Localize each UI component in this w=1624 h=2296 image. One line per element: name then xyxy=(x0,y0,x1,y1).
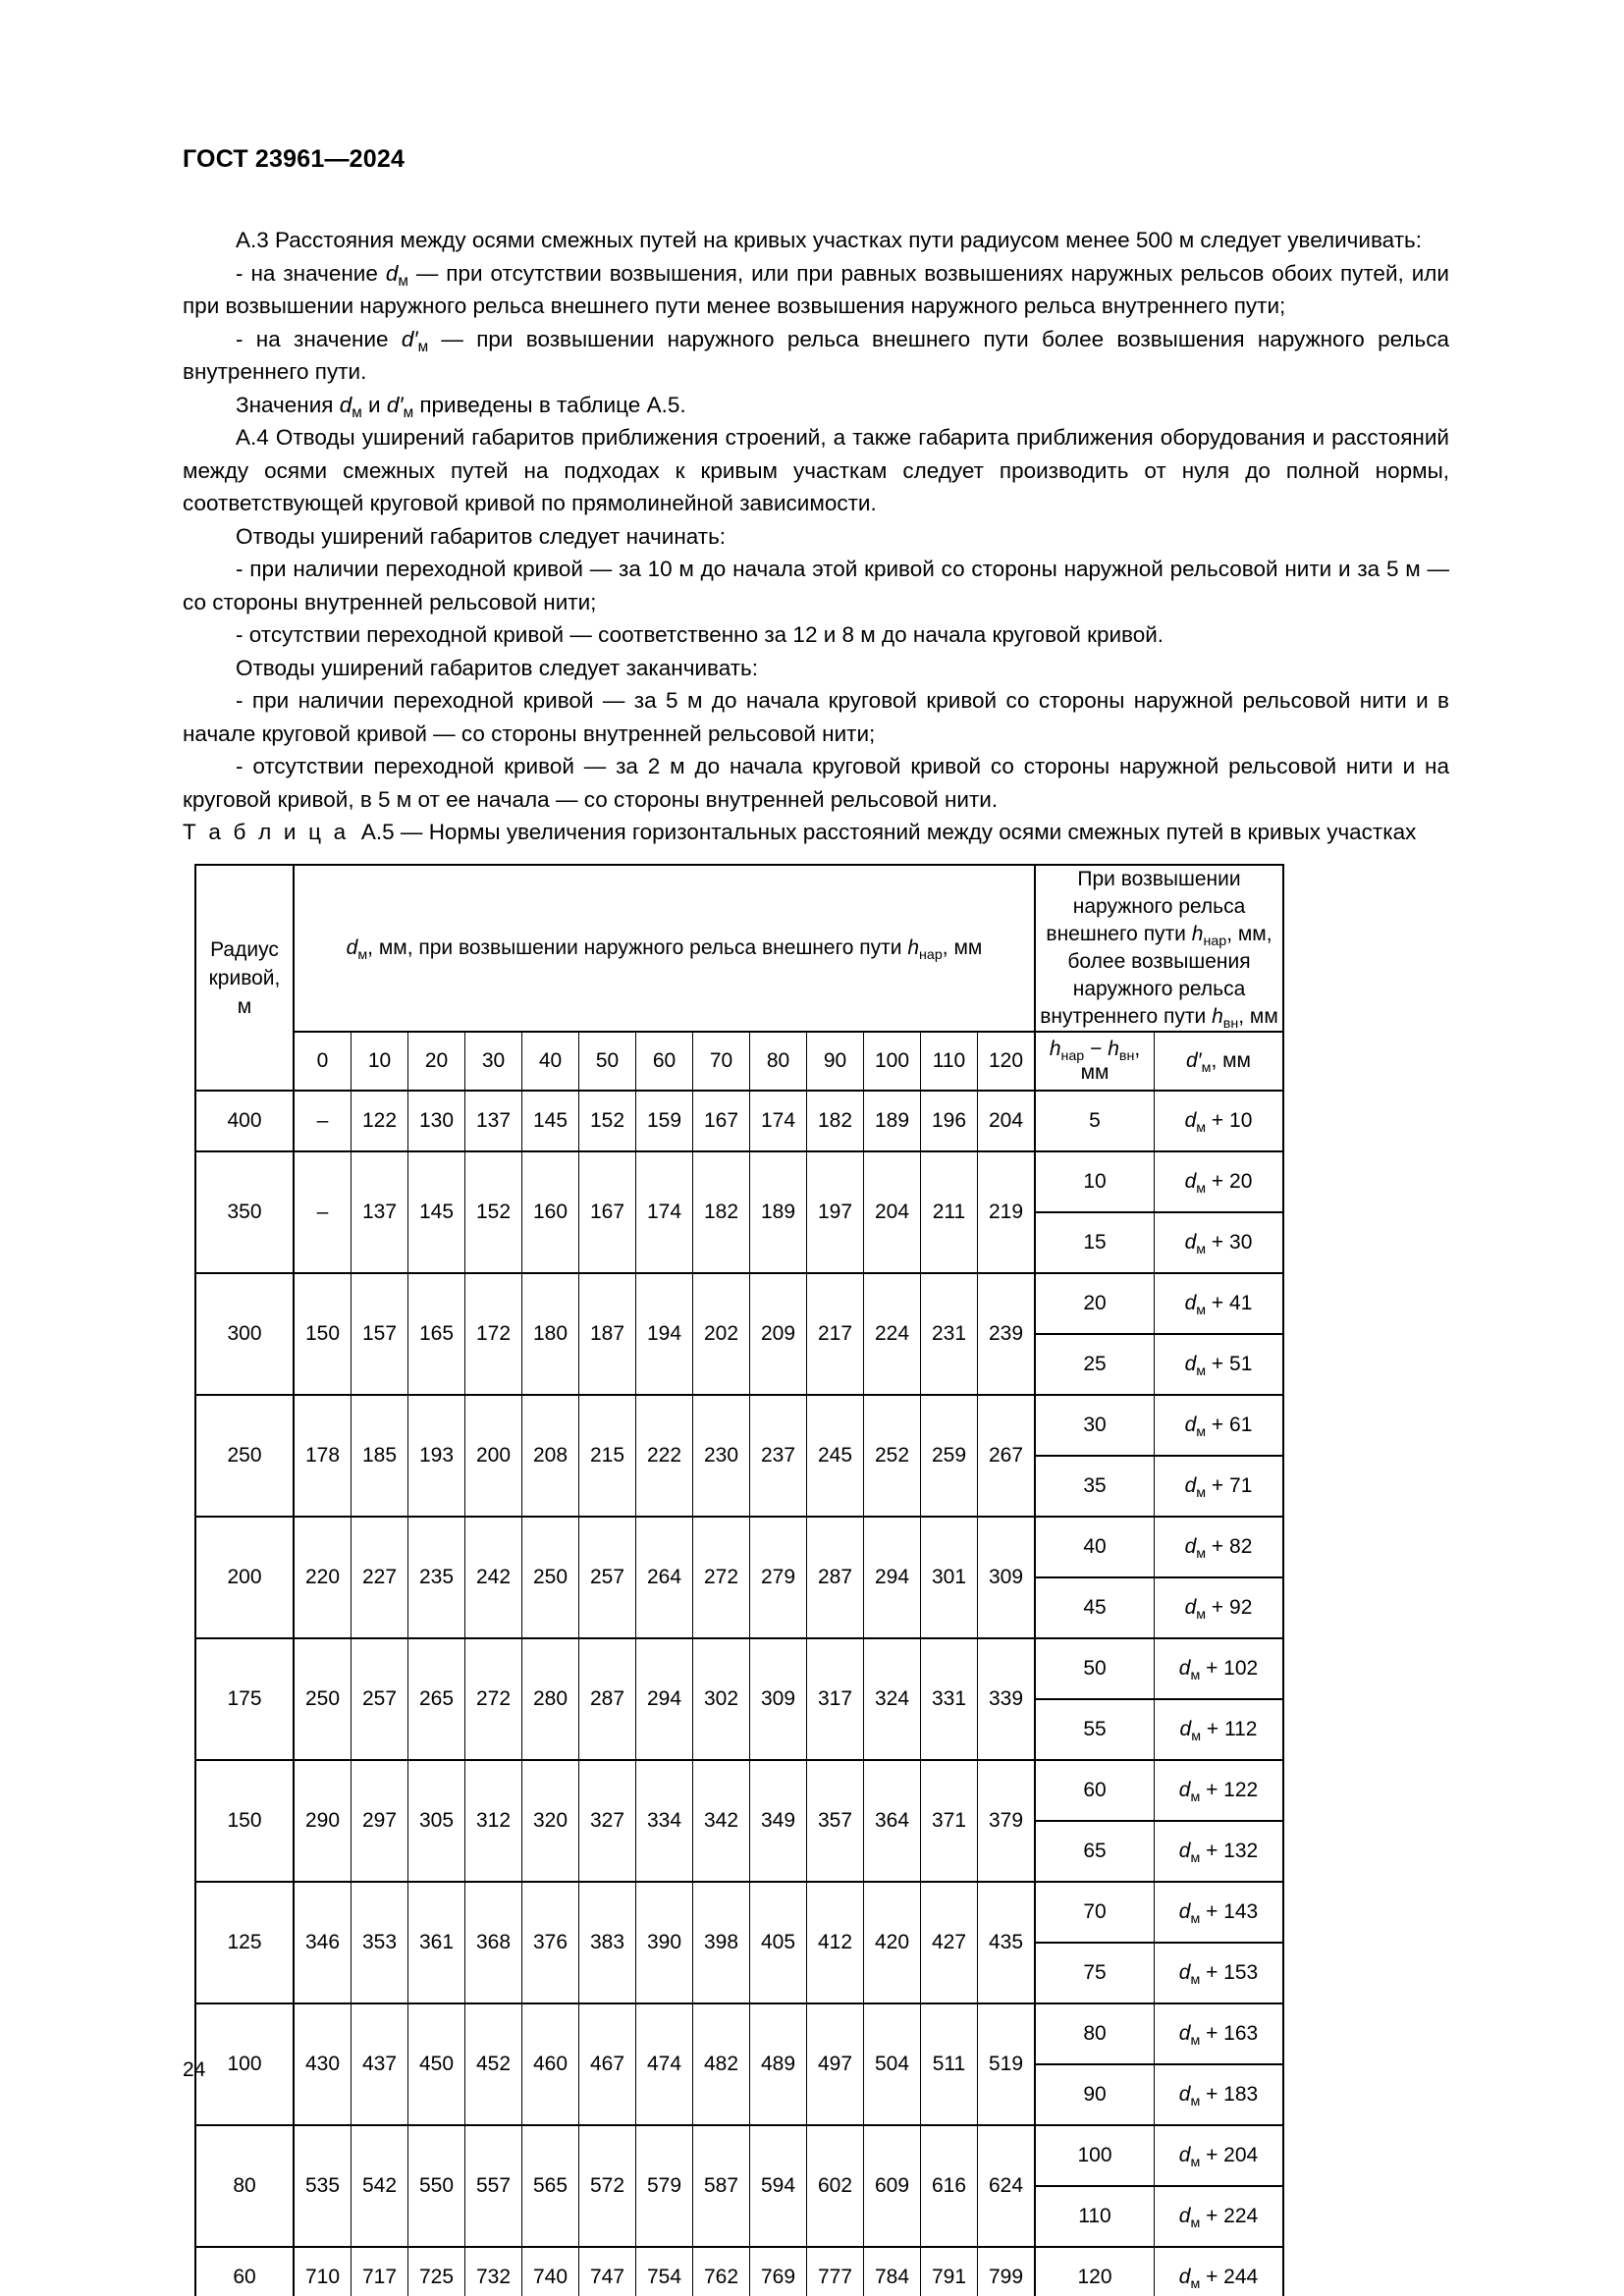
cell-dm-value: 189 xyxy=(750,1151,807,1273)
cell-dm-value: 182 xyxy=(807,1091,864,1151)
symbol-hvn-right: $h_{вн}$ xyxy=(1212,1005,1239,1032)
cell-dm-value: 265 xyxy=(408,1638,465,1760)
cell-dm-value: 137 xyxy=(352,1151,408,1273)
cell-radius: 350 xyxy=(195,1151,294,1273)
symbol-dm: $d_м$ xyxy=(385,260,408,290)
cell-dm-prime: $d_м + 143$ xyxy=(1155,1882,1284,1943)
page-number: 24 xyxy=(183,2058,206,2081)
cell-dm-value: 349 xyxy=(750,1760,807,1882)
cell-dm-value: 747 xyxy=(579,2247,636,2296)
symbol-dm-cell: $d_м$ xyxy=(1178,2083,1201,2109)
cell-h-difference: 45 xyxy=(1035,1577,1155,1638)
table-head-row-columns xyxy=(195,1032,1283,1091)
cell-h-difference: 25 xyxy=(1035,1334,1155,1395)
symbol-dm-cell: $d_м$ xyxy=(1184,1170,1207,1197)
cell-dm-value: 160 xyxy=(522,1151,579,1273)
table-caption xyxy=(183,818,1479,847)
cell-dm-value: 189 xyxy=(864,1091,921,1151)
cell-dm-value: 211 xyxy=(921,1151,978,1273)
cell-dm-value: 565 xyxy=(522,2125,579,2247)
table-head-row-group xyxy=(195,865,1283,1032)
bullet-dmprime-pre: - на значение xyxy=(236,326,402,351)
cell-dm-value: 230 xyxy=(693,1395,750,1517)
cell-h-difference: 110 xyxy=(1035,2186,1155,2247)
cell-dm-value: 259 xyxy=(921,1395,978,1517)
paragraph-values-reference xyxy=(183,389,1449,422)
cell-dm-value: 398 xyxy=(693,1882,750,2003)
header-h-col-40: 40 xyxy=(522,1032,579,1091)
cell-dm-value: 219 xyxy=(978,1151,1036,1273)
header-h-col-80: 80 xyxy=(750,1032,807,1091)
cell-dm-value: – xyxy=(294,1091,352,1151)
cell-dm-value: 185 xyxy=(352,1395,408,1517)
symbol-hnar-right: $h_{нар}$ xyxy=(1191,923,1227,949)
cell-dm-value: 302 xyxy=(693,1638,750,1760)
cell-dm-value: 504 xyxy=(864,2003,921,2125)
symbol-hnar-header: $h_{нар}$ xyxy=(907,936,943,963)
table-row xyxy=(195,1517,1283,1577)
cell-dm-value: 616 xyxy=(921,2125,978,2247)
cell-dm-prime: $d_м + 10$ xyxy=(1155,1091,1284,1151)
cell-dm-value: 145 xyxy=(522,1091,579,1151)
cell-dm-value: – xyxy=(294,1151,352,1273)
cell-h-difference: 120 xyxy=(1035,2247,1155,2296)
header-h-col-70: 70 xyxy=(693,1032,750,1091)
cell-dm-value: 231 xyxy=(921,1273,978,1395)
cell-dm-value: 371 xyxy=(921,1760,978,1882)
cell-dm-value: 174 xyxy=(636,1151,693,1273)
cell-dm-prime: $d_м + 41$ xyxy=(1155,1273,1284,1334)
cell-dm-value: 725 xyxy=(408,2247,465,2296)
table-body xyxy=(195,1091,1283,2296)
cell-dm-value: 309 xyxy=(978,1517,1036,1638)
cell-h-difference: 55 xyxy=(1035,1699,1155,1760)
cell-h-difference: 10 xyxy=(1035,1151,1155,1212)
cell-dm-value: 217 xyxy=(807,1273,864,1395)
symbol-dm-cell: $d_м$ xyxy=(1178,1840,1201,1866)
paragraph-end-bullet-1: - при наличии переходной кривой — за 5 м до начала круговой кривой со стороны наружной рельсовой нити и в начале круговой кривой — со стороны внутренней рельсовой нити; xyxy=(183,688,1449,746)
cell-dm-prime: $d_м + 71$ xyxy=(1155,1456,1284,1517)
body-text-block xyxy=(183,224,1449,816)
symbol-dm-prime: $d'_м$ xyxy=(401,326,429,355)
symbol-dm-cell: $d_м$ xyxy=(1178,2266,1201,2292)
cell-dm-prime: $d_м + 132$ xyxy=(1155,1821,1284,1882)
cell-dm-value: 364 xyxy=(864,1760,921,1882)
cell-radius: 250 xyxy=(195,1395,294,1517)
symbol-dm-cell: $d_м$ xyxy=(1184,1353,1207,1379)
cell-dm-prime: $d_м + 224$ xyxy=(1155,2186,1284,2247)
symbol-dm-ref: $d_м$ xyxy=(339,392,362,421)
symbol-dm-cell: $d_м$ xyxy=(1184,1535,1207,1562)
cell-h-difference: 20 xyxy=(1035,1273,1155,1334)
cell-dm-value: 174 xyxy=(750,1091,807,1151)
cell-dm-value: 242 xyxy=(465,1517,522,1638)
cell-radius: 200 xyxy=(195,1517,294,1638)
paragraph-begin-bullet-2: - отсутствии переходной кривой — соответственно за 12 и 8 м до начала круговой кривой. xyxy=(236,622,1164,647)
symbol-hvn-diff: $h_{вн}$ xyxy=(1108,1038,1135,1064)
cell-h-difference: 100 xyxy=(1035,2125,1155,2186)
cell-h-difference: 5 xyxy=(1035,1091,1155,1151)
cell-dm-value: 245 xyxy=(807,1395,864,1517)
cell-dm-value: 437 xyxy=(352,2003,408,2125)
cell-dm-value: 334 xyxy=(636,1760,693,1882)
symbol-dm-prime-header: $d'_м$ xyxy=(1186,1049,1212,1076)
cell-dm-value: 196 xyxy=(921,1091,978,1151)
table-row xyxy=(195,1091,1283,1151)
header-dm-prime: $d'_м$, мм xyxy=(1155,1032,1284,1091)
symbol-hnar-diff: $h_{нар}$ xyxy=(1049,1038,1085,1064)
cell-dm-value: 130 xyxy=(408,1091,465,1151)
header-h-col-30: 30 xyxy=(465,1032,522,1091)
cell-dm-value: 602 xyxy=(807,2125,864,2247)
header-dm-group: $d_м$, мм, при возвышении наружного рельса внешнего пути $h_{нар}$, мм xyxy=(294,865,1035,1032)
cell-radius: 100 xyxy=(195,2003,294,2125)
table-row xyxy=(195,1395,1283,1456)
cell-dm-value: 194 xyxy=(636,1273,693,1395)
cell-dm-value: 180 xyxy=(522,1273,579,1395)
symbol-dm-cell: $d_м$ xyxy=(1178,2144,1201,2170)
cell-dm-value: 204 xyxy=(864,1151,921,1273)
cell-radius: 400 xyxy=(195,1091,294,1151)
cell-dm-value: 152 xyxy=(465,1151,522,1273)
cell-dm-value: 435 xyxy=(978,1882,1036,2003)
paragraph-begin-heading: Отводы уширений габаритов следует начинать: xyxy=(236,523,727,549)
cell-dm-value: 227 xyxy=(352,1517,408,1638)
cell-dm-value: 497 xyxy=(807,2003,864,2125)
paragraph-end-heading: Отводы уширений габаритов следует заканчивать: xyxy=(236,655,758,680)
cell-dm-value: 320 xyxy=(522,1760,579,1882)
cell-dm-value: 450 xyxy=(408,2003,465,2125)
cell-h-difference: 90 xyxy=(1035,2064,1155,2125)
cell-dm-value: 167 xyxy=(579,1151,636,1273)
symbol-dm-header: $d_м$ xyxy=(346,936,368,963)
cell-h-difference: 60 xyxy=(1035,1760,1155,1821)
table-row xyxy=(195,1882,1283,1943)
cell-dm-value: 252 xyxy=(864,1395,921,1517)
cell-dm-value: 762 xyxy=(693,2247,750,2296)
cell-dm-value: 297 xyxy=(352,1760,408,1882)
cell-dm-value: 257 xyxy=(579,1517,636,1638)
cell-dm-value: 267 xyxy=(978,1395,1036,1517)
cell-dm-value: 550 xyxy=(408,2125,465,2247)
paragraph-a4: А.4 Отводы уширений габаритов приближения строений, а также габарита приближения оборудования и расстояний между осями смежных путей на подходах к кривым участкам следует производить от нуля до полной нормы, соответствующей круговой кривой по прямолинейной зависимости. xyxy=(183,425,1449,515)
cell-dm-value: 346 xyxy=(294,1882,352,2003)
cell-h-difference: 65 xyxy=(1035,1821,1155,1882)
cell-dm-prime: $d_м + 122$ xyxy=(1155,1760,1284,1821)
cell-dm-value: 542 xyxy=(352,2125,408,2247)
cell-dm-value: 511 xyxy=(921,2003,978,2125)
cell-dm-value: 587 xyxy=(693,2125,750,2247)
cell-dm-value: 624 xyxy=(978,2125,1036,2247)
cell-dm-value: 280 xyxy=(522,1638,579,1760)
table-caption-dash: — xyxy=(400,820,423,844)
cell-dm-value: 209 xyxy=(750,1273,807,1395)
cell-dm-value: 420 xyxy=(864,1882,921,2003)
cell-dm-prime: $d_м + 92$ xyxy=(1155,1577,1284,1638)
paragraph-begin-bullet-1: - при наличии переходной кривой — за 10 м до начала этой кривой со стороны наружной рельсовой нити и за 5 м — со стороны внутренней рельсовой нити; xyxy=(183,557,1449,614)
cell-dm-prime: $d_м + 244$ xyxy=(1155,2247,1284,2296)
cell-dm-value: 535 xyxy=(294,2125,352,2247)
symbol-dm-cell: $d_м$ xyxy=(1184,1414,1207,1440)
cell-dm-value: 339 xyxy=(978,1638,1036,1760)
cell-dm-value: 317 xyxy=(807,1638,864,1760)
symbol-dm-cell: $d_м$ xyxy=(1184,1292,1207,1318)
symbol-dm-prime-ref: $d'_м$ xyxy=(386,392,414,421)
cell-dm-value: 287 xyxy=(807,1517,864,1638)
cell-dm-value: 272 xyxy=(693,1517,750,1638)
cell-dm-value: 305 xyxy=(408,1760,465,1882)
table-caption-text: Нормы увеличения горизонтальных расстояний между осями смежных путей в кривых участках xyxy=(428,820,1417,844)
cell-dm-value: 264 xyxy=(636,1517,693,1638)
bullet-dm-post: — при отсутствии возвышения, или при равных возвышениях наружных рельсов обоих путей, или при возвышении наружного рельса внешнего пути менее возвышения наружного рельса внутреннего пути; xyxy=(183,260,1449,318)
cell-dm-value: 197 xyxy=(807,1151,864,1273)
cell-dm-value: 239 xyxy=(978,1273,1036,1395)
cell-dm-prime: $d_м + 61$ xyxy=(1155,1395,1284,1456)
table-row xyxy=(195,1638,1283,1699)
cell-dm-value: 309 xyxy=(750,1638,807,1760)
symbol-dm-cell: $d_м$ xyxy=(1178,2205,1201,2231)
cell-dm-value: 220 xyxy=(294,1517,352,1638)
cell-dm-value: 182 xyxy=(693,1151,750,1273)
cell-dm-value: 710 xyxy=(294,2247,352,2296)
cell-dm-prime: $d_м + 51$ xyxy=(1155,1334,1284,1395)
table-row xyxy=(195,2003,1283,2064)
header-right-group: При возвышении наружного рельса внешнего пути $h_{нар}$, мм, более возвышения наружного рельса внутреннего пути $h_{вн}$, мм xyxy=(1035,865,1283,1032)
cell-dm-value: 784 xyxy=(864,2247,921,2296)
table-row xyxy=(195,1273,1283,1334)
cell-dm-value: 482 xyxy=(693,2003,750,2125)
cell-dm-value: 732 xyxy=(465,2247,522,2296)
cell-dm-value: 460 xyxy=(522,2003,579,2125)
cell-dm-prime: $d_м + 82$ xyxy=(1155,1517,1284,1577)
cell-dm-value: 224 xyxy=(864,1273,921,1395)
table-row xyxy=(195,2125,1283,2186)
cell-h-difference: 50 xyxy=(1035,1638,1155,1699)
values-line-pre: Значения xyxy=(236,392,340,417)
header-h-col-100: 100 xyxy=(864,1032,921,1091)
cell-dm-value: 167 xyxy=(693,1091,750,1151)
cell-dm-value: 178 xyxy=(294,1395,352,1517)
cell-dm-value: 215 xyxy=(579,1395,636,1517)
cell-dm-prime: $d_м + 183$ xyxy=(1155,2064,1284,2125)
cell-dm-value: 376 xyxy=(522,1882,579,2003)
cell-dm-value: 430 xyxy=(294,2003,352,2125)
cell-dm-value: 777 xyxy=(807,2247,864,2296)
cell-dm-value: 327 xyxy=(579,1760,636,1882)
cell-dm-value: 137 xyxy=(465,1091,522,1151)
cell-dm-value: 769 xyxy=(750,2247,807,2296)
table-row xyxy=(195,2247,1283,2296)
cell-h-difference: 70 xyxy=(1035,1882,1155,1943)
cell-dm-value: 145 xyxy=(408,1151,465,1273)
cell-dm-prime: $d_м + 204$ xyxy=(1155,2125,1284,2186)
header-h-col-60: 60 xyxy=(636,1032,693,1091)
symbol-dm-cell: $d_м$ xyxy=(1184,1596,1207,1623)
cell-dm-value: 754 xyxy=(636,2247,693,2296)
symbol-dm-cell: $d_м$ xyxy=(1178,2022,1201,2049)
cell-radius: 175 xyxy=(195,1638,294,1760)
table-head xyxy=(195,865,1283,1091)
cell-dm-value: 279 xyxy=(750,1517,807,1638)
paragraph-a3: А.3 Расстояния между осями смежных путей на кривых участках пути радиусом менее 500 м следует увеличивать: xyxy=(236,228,1422,252)
cell-dm-value: 290 xyxy=(294,1760,352,1882)
cell-dm-value: 187 xyxy=(579,1273,636,1395)
header-radius-l3: м xyxy=(237,994,252,1018)
table-row xyxy=(195,1760,1283,1821)
header-radius-l2: кривой, xyxy=(208,966,281,989)
cell-dm-value: 122 xyxy=(352,1091,408,1151)
cell-dm-value: 405 xyxy=(750,1882,807,2003)
cell-dm-value: 368 xyxy=(465,1882,522,2003)
cell-radius: 80 xyxy=(195,2125,294,2247)
cell-dm-value: 489 xyxy=(750,2003,807,2125)
cell-dm-value: 257 xyxy=(352,1638,408,1760)
cell-dm-value: 572 xyxy=(579,2125,636,2247)
cell-dm-prime: $d_м + 20$ xyxy=(1155,1151,1284,1212)
cell-dm-value: 165 xyxy=(408,1273,465,1395)
cell-dm-prime: $d_м + 112$ xyxy=(1155,1699,1284,1760)
header-h-difference: $h_{нар} - h_{вн}$, мм xyxy=(1035,1032,1155,1091)
header-h-col-20: 20 xyxy=(408,1032,465,1091)
cell-dm-value: 390 xyxy=(636,1882,693,2003)
cell-dm-value: 361 xyxy=(408,1882,465,2003)
header-h-col-50: 50 xyxy=(579,1032,636,1091)
cell-dm-prime: $d_м + 30$ xyxy=(1155,1212,1284,1273)
cell-dm-value: 312 xyxy=(465,1760,522,1882)
cell-dm-value: 579 xyxy=(636,2125,693,2247)
cell-dm-value: 324 xyxy=(864,1638,921,1760)
values-line-post: приведены в таблице А.5. xyxy=(413,392,686,417)
bullet-dmprime-post: — при возвышении наружного рельса внешнего пути более возвышения наружного рельса внутреннего пути. xyxy=(183,326,1449,384)
table-a5-wrapper xyxy=(194,864,1284,2296)
bullet-dm-pre: - на значение xyxy=(236,260,386,286)
symbol-dm-cell: $d_м$ xyxy=(1178,1900,1201,1927)
cell-dm-value: 353 xyxy=(352,1882,408,2003)
cell-dm-value: 172 xyxy=(465,1273,522,1395)
table-a5 xyxy=(194,864,1284,2296)
symbol-dm-cell: $d_м$ xyxy=(1184,1109,1207,1136)
header-h-col-110: 110 xyxy=(921,1032,978,1091)
cell-dm-value: 379 xyxy=(978,1760,1036,1882)
header-h-col-10: 10 xyxy=(352,1032,408,1091)
cell-dm-value: 474 xyxy=(636,2003,693,2125)
cell-dm-value: 342 xyxy=(693,1760,750,1882)
cell-dm-value: 250 xyxy=(294,1638,352,1760)
cell-dm-value: 294 xyxy=(864,1517,921,1638)
header-h-col-0: 0 xyxy=(294,1032,352,1091)
symbol-dm-cell: $d_м$ xyxy=(1178,1961,1201,1988)
cell-dm-value: 235 xyxy=(408,1517,465,1638)
cell-dm-value: 152 xyxy=(579,1091,636,1151)
cell-dm-value: 204 xyxy=(978,1091,1036,1151)
cell-dm-value: 200 xyxy=(465,1395,522,1517)
cell-dm-prime: $d_м + 102$ xyxy=(1155,1638,1284,1699)
cell-h-difference: 15 xyxy=(1035,1212,1155,1273)
cell-dm-value: 791 xyxy=(921,2247,978,2296)
cell-dm-value: 222 xyxy=(636,1395,693,1517)
cell-h-difference: 40 xyxy=(1035,1517,1155,1577)
cell-dm-value: 287 xyxy=(579,1638,636,1760)
header-h-col-90: 90 xyxy=(807,1032,864,1091)
header-radius-l1: Радиус xyxy=(210,937,279,961)
cell-radius: 125 xyxy=(195,1882,294,2003)
cell-dm-value: 272 xyxy=(465,1638,522,1760)
cell-radius: 300 xyxy=(195,1273,294,1395)
paragraph-bullet-dm-prime xyxy=(183,323,1449,389)
cell-h-difference: 30 xyxy=(1035,1395,1155,1456)
symbol-dm-cell: $d_м$ xyxy=(1178,1779,1201,1805)
cell-dm-value: 208 xyxy=(522,1395,579,1517)
cell-dm-value: 250 xyxy=(522,1517,579,1638)
cell-dm-value: 157 xyxy=(352,1273,408,1395)
cell-dm-value: 452 xyxy=(465,2003,522,2125)
cell-h-difference: 80 xyxy=(1035,2003,1155,2064)
cell-dm-value: 467 xyxy=(579,2003,636,2125)
cell-radius: 150 xyxy=(195,1760,294,1882)
cell-dm-value: 383 xyxy=(579,1882,636,2003)
values-line-mid: и xyxy=(361,392,387,417)
header-h-col-120: 120 xyxy=(978,1032,1036,1091)
cell-dm-value: 237 xyxy=(750,1395,807,1517)
cell-dm-value: 557 xyxy=(465,2125,522,2247)
table-caption-label: Т а б л и ц а xyxy=(183,820,350,844)
cell-h-difference: 35 xyxy=(1035,1456,1155,1517)
cell-dm-value: 519 xyxy=(978,2003,1036,2125)
cell-dm-value: 717 xyxy=(352,2247,408,2296)
paragraph-end-bullet-2: - отсутствии переходной кривой — за 2 м до начала круговой кривой со стороны наружной рельсовой нити и на круговой кривой, в 5 м от ее начала — со стороны внутренней рельсовой нити. xyxy=(183,754,1449,812)
symbol-dm-cell: $d_м$ xyxy=(1184,1231,1207,1257)
paragraph-bullet-dm xyxy=(183,257,1449,323)
symbol-dm-cell: $d_м$ xyxy=(1184,1474,1207,1501)
cell-dm-value: 150 xyxy=(294,1273,352,1395)
cell-dm-value: 301 xyxy=(921,1517,978,1638)
cell-dm-prime: $d_м + 163$ xyxy=(1155,2003,1284,2064)
cell-h-difference: 75 xyxy=(1035,1943,1155,2003)
cell-dm-value: 427 xyxy=(921,1882,978,2003)
cell-dm-value: 609 xyxy=(864,2125,921,2247)
symbol-dm-cell: $d_м$ xyxy=(1178,1657,1201,1683)
document-standard-header: ГОСТ 23961—2024 xyxy=(183,145,406,173)
cell-dm-value: 159 xyxy=(636,1091,693,1151)
table-caption-number: А.5 xyxy=(360,820,395,844)
header-radius xyxy=(195,865,294,1091)
cell-dm-value: 357 xyxy=(807,1760,864,1882)
cell-dm-value: 202 xyxy=(693,1273,750,1395)
cell-dm-prime: $d_м + 153$ xyxy=(1155,1943,1284,2003)
cell-dm-value: 193 xyxy=(408,1395,465,1517)
cell-radius: 60 xyxy=(195,2247,294,2296)
cell-dm-value: 799 xyxy=(978,2247,1036,2296)
cell-dm-value: 294 xyxy=(636,1638,693,1760)
cell-dm-value: 412 xyxy=(807,1882,864,2003)
table-row xyxy=(195,1151,1283,1212)
cell-dm-value: 740 xyxy=(522,2247,579,2296)
cell-dm-value: 331 xyxy=(921,1638,978,1760)
cell-dm-value: 594 xyxy=(750,2125,807,2247)
symbol-dm-cell: $d_м$ xyxy=(1179,1718,1202,1744)
